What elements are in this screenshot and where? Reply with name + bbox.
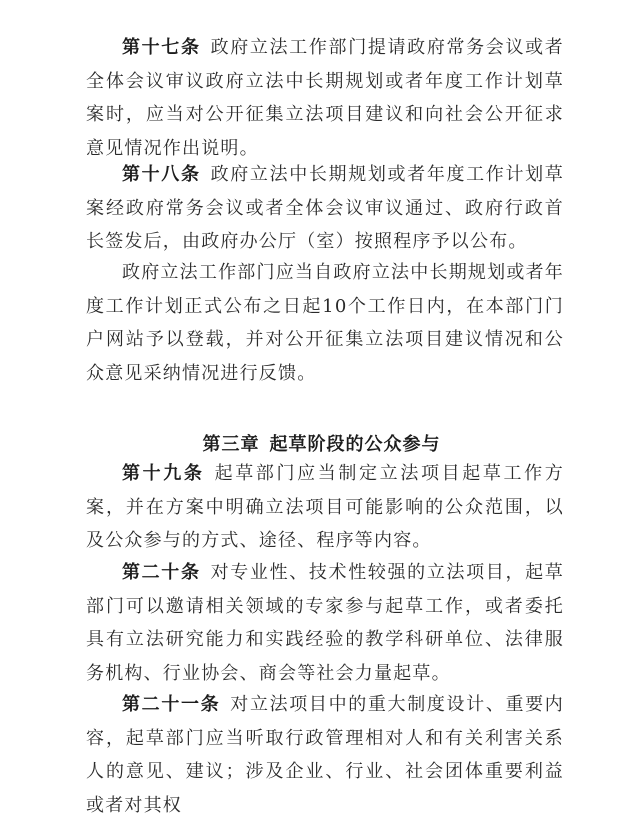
article-20-number: 第二十条 xyxy=(122,562,201,583)
article-17-number: 第十七条 xyxy=(122,37,201,58)
article-17-paragraph xyxy=(86,31,564,165)
article-18-second-paragraph xyxy=(86,256,564,390)
article-18-text: 政府立法中长期规划或者年度工作计划草案经政府常务会议或者全体会议审议通过、政府行政首长签发后，由政府办公厅（室）按照程序予以公布。 xyxy=(86,164,564,252)
article-20-paragraph xyxy=(86,556,564,690)
article-19-text: 起草部门应当制定立法项目起草工作方案，并在方案中明确立法项目可能影响的公众范围，以及公众参与的方式、途径、程序等内容。 xyxy=(86,463,564,551)
article-18-number: 第十八条 xyxy=(122,164,201,185)
article-17-text: 政府立法工作部门提请政府常务会议或者全体会议审议政府立法中长期规划或者年度工作计划草案时，应当对公开征集立法项目建议和向社会公开征求意见情况作出说明。 xyxy=(86,37,564,159)
article-21-paragraph xyxy=(86,688,564,822)
article-18-paragraph xyxy=(86,158,564,259)
chapter-heading xyxy=(0,430,643,456)
chapter-title: 起草阶段的公众参与 xyxy=(269,434,441,455)
article-21-number: 第二十一条 xyxy=(122,694,221,715)
article-19-paragraph xyxy=(86,457,564,558)
article-20-text: 对专业性、技术性较强的立法项目，起草部门可以邀请相关领域的专家参与起草工作，或者委托具有立法研究能力和实践经验的教学科研单位、法律服务机构、行业协会、商会等社会力量起草。 xyxy=(86,562,564,684)
article-21-text: 对立法项目中的重大制度设计、重要内容，起草部门应当听取行政管理相对人和有关利害关系人的意见、建议；涉及企业、行业、社会团体重要利益或者对其权 xyxy=(86,694,565,816)
chapter-number: 第三章 xyxy=(202,434,260,455)
article-19-number: 第十九条 xyxy=(122,463,205,484)
article-18-second-text: 政府立法工作部门应当自政府立法中长期规划或者年度工作计划正式公布之日起10个工作日内，在本部门门户网站予以登载，并对公开征集立法项目建议情况和公众意见采纳情况进行反馈。 xyxy=(86,262,564,384)
